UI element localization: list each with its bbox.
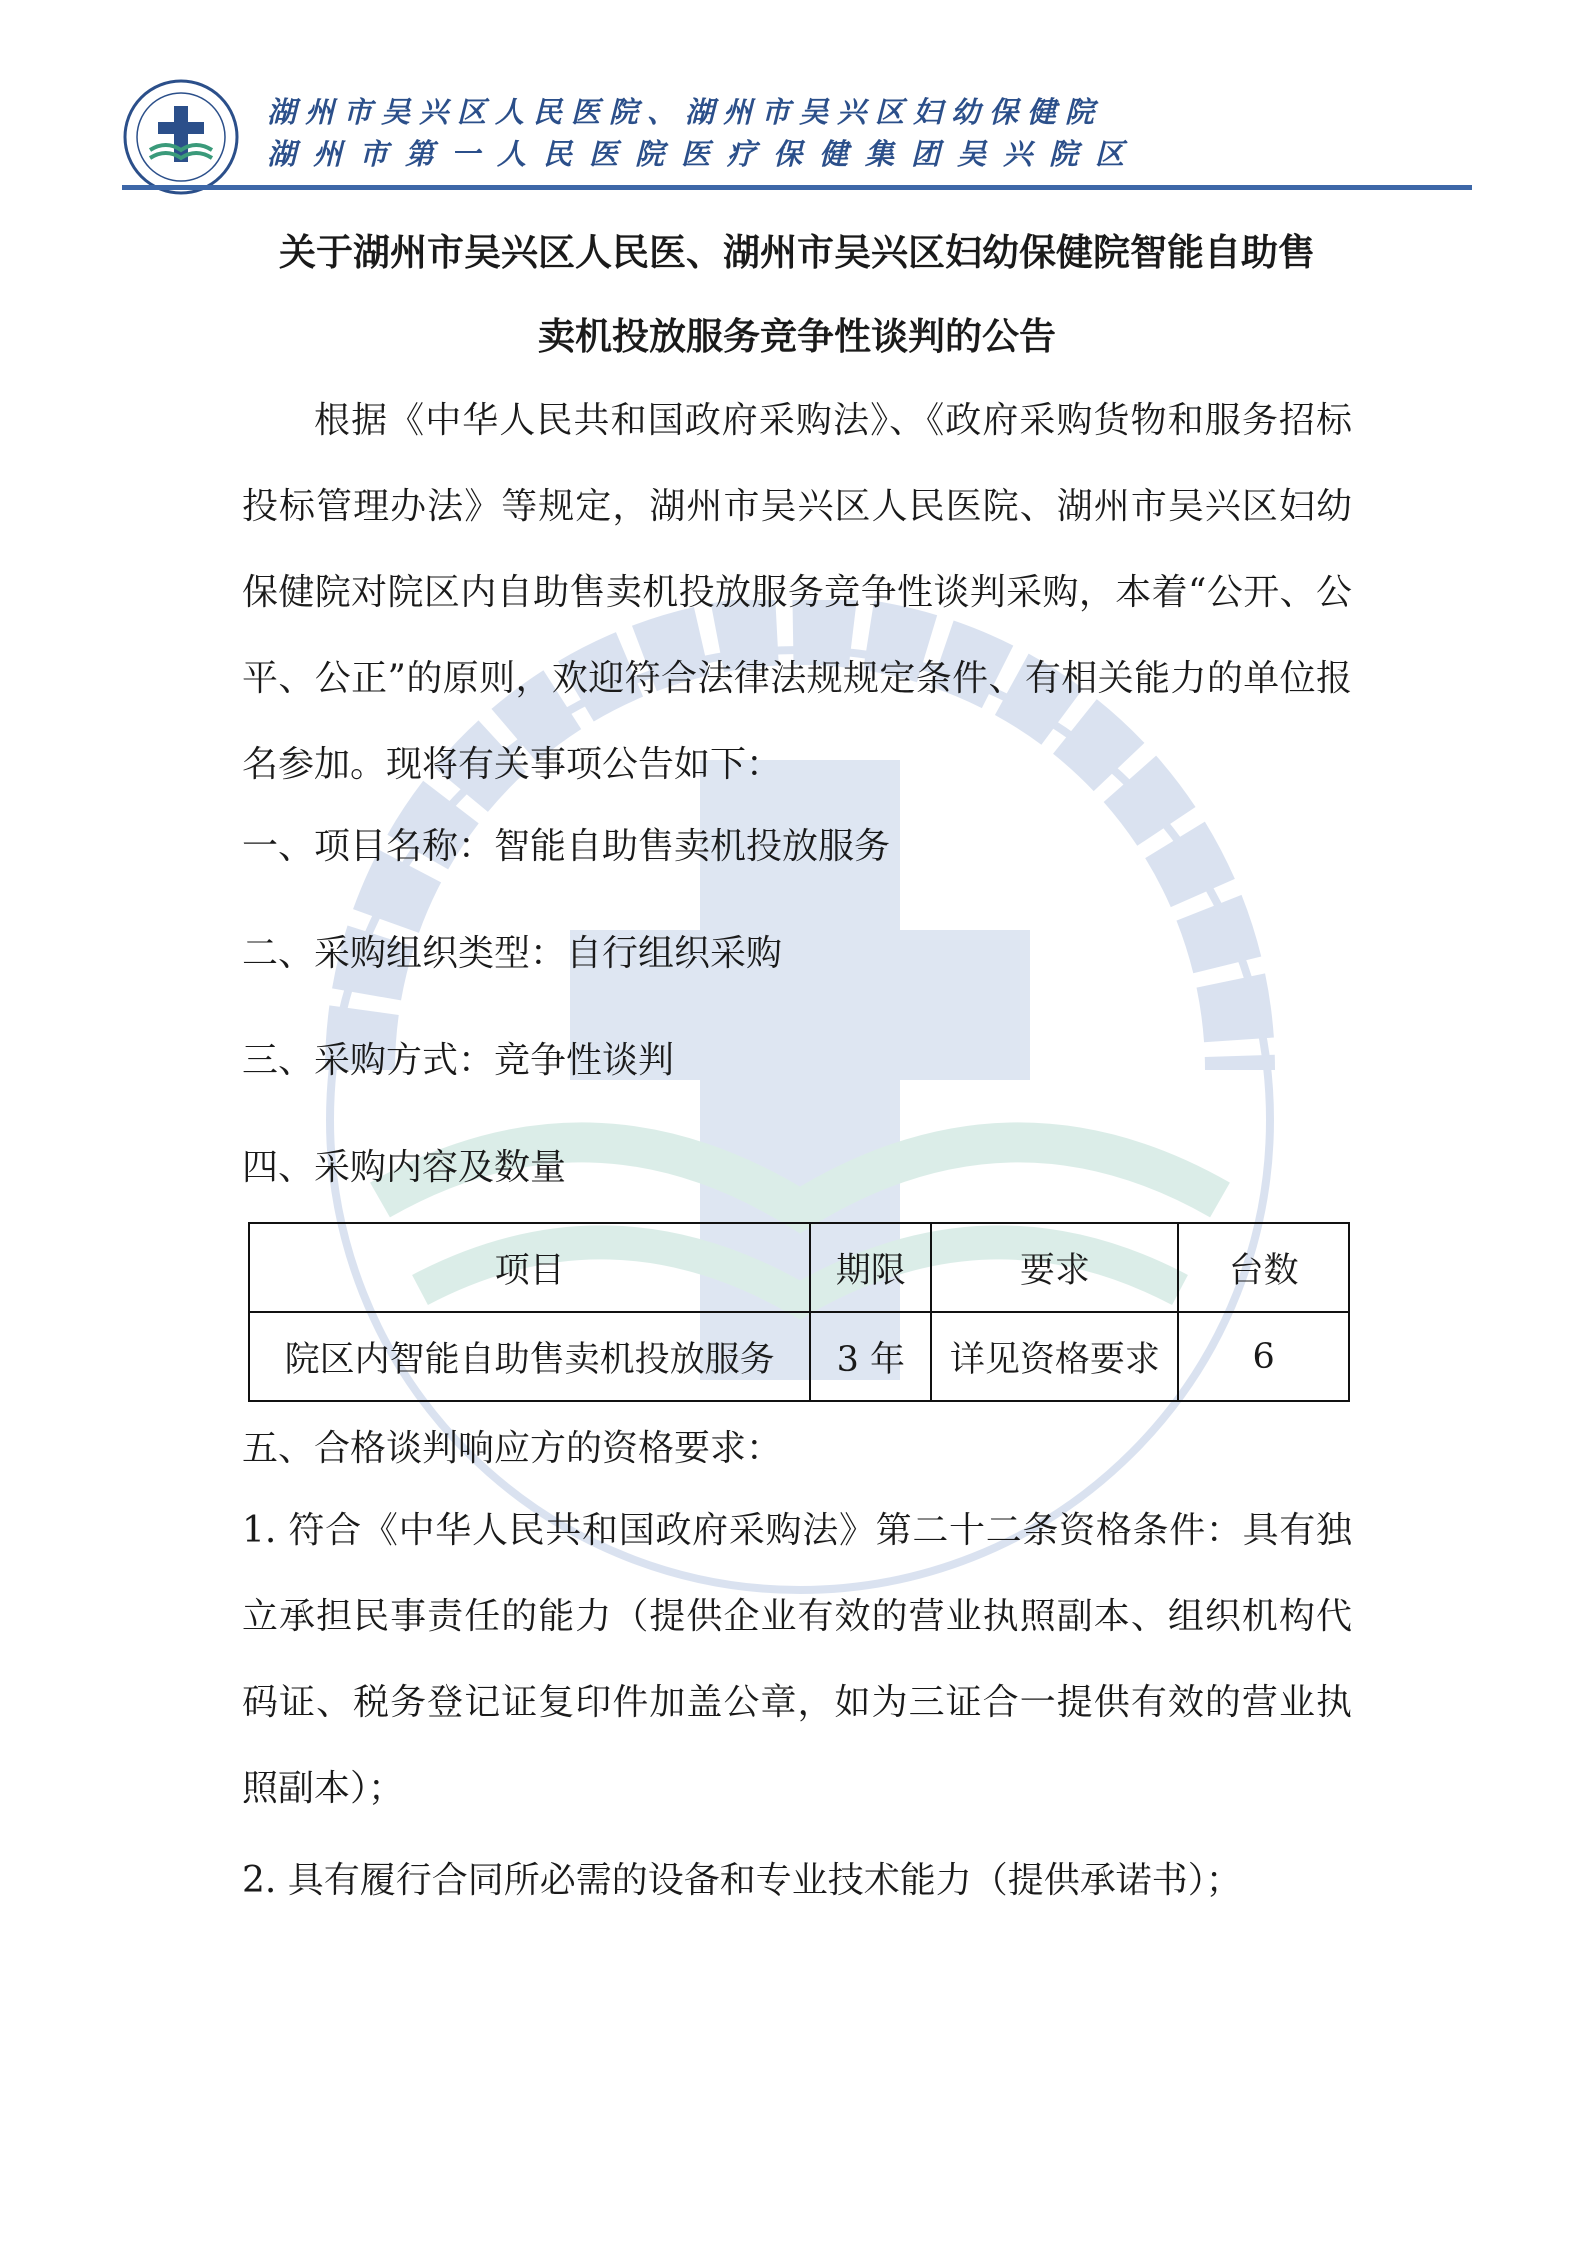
table-header-cell: 台数	[1178, 1223, 1349, 1312]
section-content-quantity: 四、采购内容及数量	[242, 1147, 567, 1188]
table-row	[249, 1312, 1349, 1401]
procurement-table	[248, 1222, 1350, 1402]
announcement-title-line-2: 卖机投放服务竞争性谈判的公告	[538, 315, 1056, 358]
intro-paragraph: 根据《中华人民共和国政府采购法》、《政府采购货物和服务招标投标管理办法》等规定，湖州市吴兴区人民医院、湖州市吴兴区妇幼保健院对院区内自助售卖机投放服务竞争性谈判采购，本着“公开、公平、公正”的原则，欢迎符合法律法规规定条件、有相关能力的单位报名参加。现将有关事项公告如下：	[242, 400, 1352, 785]
announcement-title-line-1: 关于湖州市吴兴区人民医、湖州市吴兴区妇幼保健院智能自助售	[279, 231, 1315, 274]
table-cell: 6	[1178, 1312, 1349, 1401]
section-procurement-method: 三、采购方式：竞争性谈判	[242, 1040, 675, 1081]
table-header-cell: 要求	[931, 1223, 1178, 1312]
header-rule	[122, 185, 1472, 190]
qualification-item-2: 2. 具有履行合同所必需的设备和专业技术能力（提供承诺书）；	[242, 1860, 1242, 1901]
section-project-name: 一、项目名称：智能自助售卖机投放服务	[242, 826, 891, 867]
section-qualifications: 五、合格谈判响应方的资格要求：	[242, 1428, 783, 1469]
qualification-item-1: 1. 符合《中华人民共和国政府采购法》第二十二条资格条件：具有独立承担民事责任的能力（提供企业有效的营业执照副本、组织机构代码证、税务登记证复印件加盖公章，如为三证合一提供有效的营业执照副本）；	[242, 1510, 1352, 1809]
letterhead-line-1: 湖州市吴兴区人民医院、湖州市吴兴区妇幼保健院	[267, 95, 1104, 129]
table-cell: 详见资格要求	[931, 1312, 1178, 1401]
section-organization-type: 二、采购组织类型：自行组织采购	[242, 933, 783, 974]
table-cell: 院区内智能自助售卖机投放服务	[249, 1312, 810, 1401]
hospital-logo	[122, 78, 240, 196]
letterhead-line-2: 湖州市第一人民医院医疗保健集团吴兴院区	[267, 137, 1142, 171]
table-header-row	[249, 1223, 1349, 1312]
table-header-cell: 项目	[249, 1223, 810, 1312]
table-cell: 3 年	[810, 1312, 931, 1401]
table-header-cell: 期限	[810, 1223, 931, 1312]
letterhead	[122, 70, 1472, 190]
